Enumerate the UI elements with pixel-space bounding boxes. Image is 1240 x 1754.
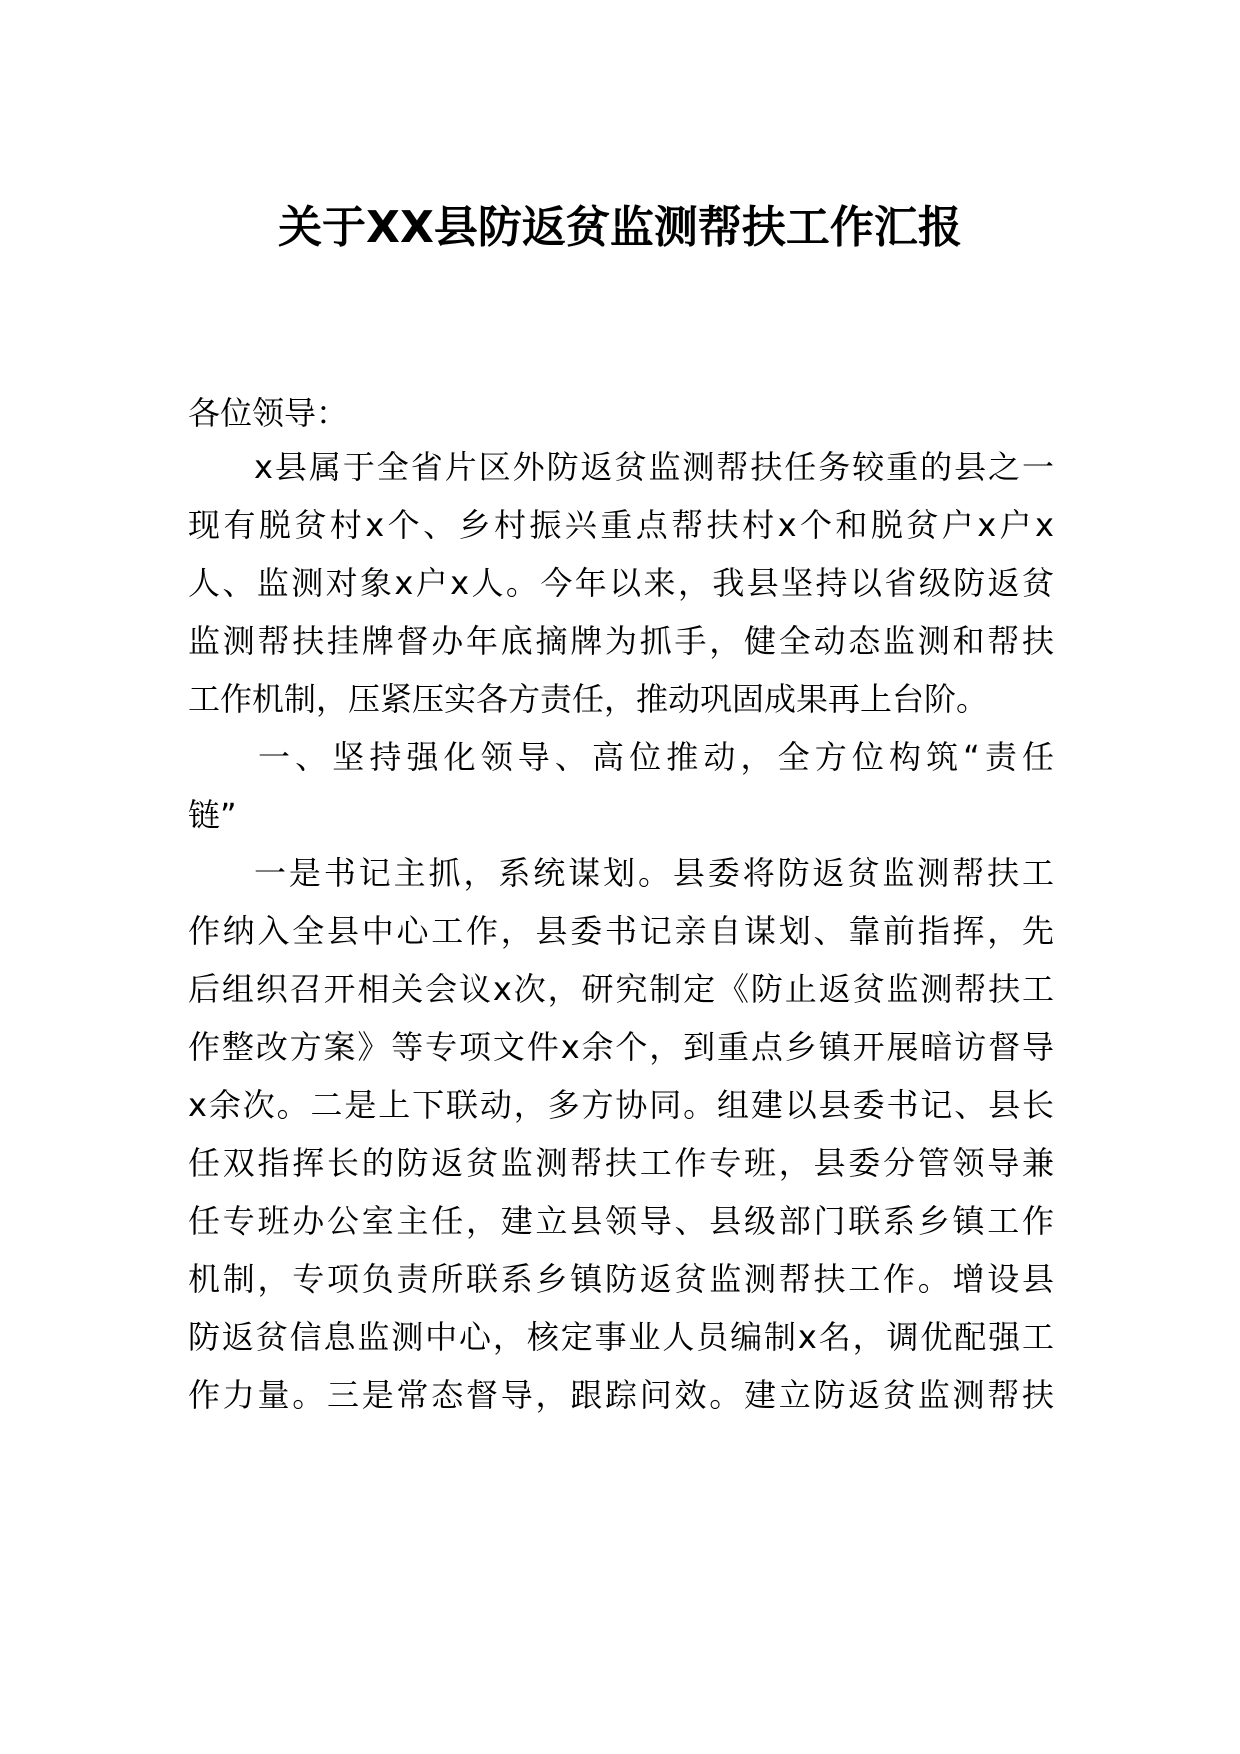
paragraph-line: x县属于全省片区外防返贫监测帮扶任务较重的县之一 [254, 448, 1054, 486]
section-heading-line: 一、坚持强化领导、高位推动，全方位构筑“责任 [258, 738, 1054, 776]
section-heading-line: 链” [188, 796, 237, 834]
paragraph-line: 任双指挥长的防返贫监测帮扶工作专班，县委分管领导兼 [188, 1144, 1054, 1182]
paragraph-line: 后组织召开相关会议x次，研究制定《防止返贫监测帮扶工 [188, 970, 1054, 1008]
paragraph-line: 防返贫信息监测中心，核定事业人员编制x名，调优配强工 [188, 1318, 1054, 1356]
paragraph-line: 作力量。三是常态督导，跟踪问效。建立防返贫监测帮扶 [188, 1376, 1054, 1414]
paragraph-line: 监测帮扶挂牌督办年底摘牌为抓手，健全动态监测和帮扶 [188, 622, 1054, 660]
document-title: 关于XX县防返贫监测帮扶工作汇报 [278, 202, 962, 253]
paragraph-line: 工作机制，压紧压实各方责任，推动巩固成果再上台阶。 [188, 680, 989, 718]
paragraph-line: 作纳入全县中心工作，县委书记亲自谋划、靠前指挥，先 [188, 912, 1054, 950]
paragraph-line: 机制，专项负责所联系乡镇防返贫监测帮扶工作。增设县 [188, 1260, 1054, 1298]
paragraph-line: 任专班办公室主任，建立县领导、县级部门联系乡镇工作 [188, 1202, 1054, 1240]
paragraph-line: 一是书记主抓，系统谋划。县委将防返贫监测帮扶工 [254, 854, 1054, 892]
paragraph-line: x余次。二是上下联动，多方协同。组建以县委书记、县长 [188, 1086, 1054, 1124]
paragraph-line: 作整改方案》等专项文件x余个，到重点乡镇开展暗访督导 [188, 1028, 1054, 1066]
salutation: 各位领导： [188, 394, 349, 432]
paragraph-line: 现有脱贫村x个、乡村振兴重点帮扶村x个和脱贫户x户x [188, 506, 1054, 544]
paragraph-line: 人、监测对象x户x人。今年以来，我县坚持以省级防返贫 [188, 564, 1054, 602]
